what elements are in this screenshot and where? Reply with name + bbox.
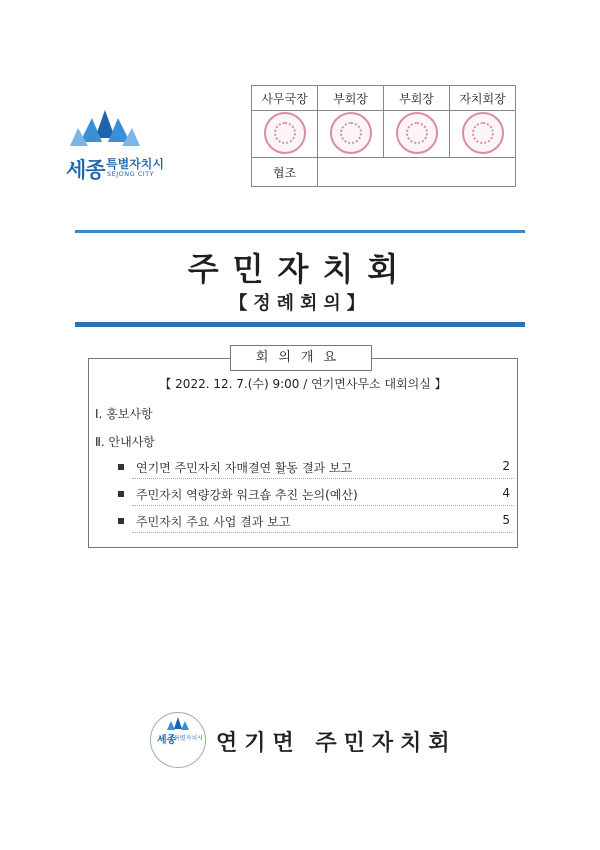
approval-header: 부회장: [384, 86, 450, 111]
list-item-page: 2: [502, 459, 510, 473]
list-item-text: 주민자치 주요 사업 결과 보고: [136, 515, 291, 529]
list-item-page: 4: [502, 486, 510, 500]
approval-header: 자치회장: [450, 86, 516, 111]
seal-secondary-text: 특별자치시: [174, 735, 203, 742]
approval-stamp-icon: [396, 112, 438, 154]
signature-cell: [252, 111, 318, 158]
section-heading: Ⅱ. 안내사항: [95, 435, 155, 449]
cooperation-cell: [318, 158, 516, 187]
approval-table: [251, 85, 516, 187]
approval-header: 부회장: [318, 86, 384, 111]
section-heading: Ⅰ. 홍보사항: [95, 407, 153, 421]
overview-box-title: 회의개요: [230, 345, 372, 371]
meeting-info: 【 2022. 12. 7.(수) 9:00 / 연기면사무소 대회의실 】: [159, 377, 447, 391]
dotted-leader: [132, 532, 514, 533]
square-bullet-icon: [118, 518, 124, 524]
signature-cell: [318, 111, 384, 158]
footer-org-name: 연기면 주민자치회: [216, 731, 457, 756]
dotted-leader: [132, 478, 514, 479]
seal-primary-text: 세종: [157, 735, 177, 746]
approval-stamp-icon: [330, 112, 372, 154]
logo-mark-icon: [70, 108, 140, 150]
logo-primary-text: 세종: [66, 158, 105, 182]
square-bullet-icon: [118, 464, 124, 470]
approval-header: 사무국장: [252, 86, 318, 111]
list-item: [118, 459, 514, 483]
logo-latin-text: SEJONG CITY: [107, 170, 155, 178]
signature-cell: [450, 111, 516, 158]
list-item: [118, 513, 514, 537]
page-title: 주민자치회: [187, 250, 413, 288]
signature-cell: [384, 111, 450, 158]
list-item-text: 주민자치 역량강화 워크숍 추진 논의(예산): [136, 488, 358, 502]
title-bottom-rule: [75, 322, 525, 327]
list-item-text: 연기면 주민자치 자매결연 활동 결과 보고: [136, 461, 353, 475]
title-top-rule: [75, 230, 525, 233]
sejong-logo: [62, 108, 182, 182]
cooperation-label: 협조: [252, 158, 318, 187]
square-bullet-icon: [118, 491, 124, 497]
approval-stamp-icon: [462, 112, 504, 154]
list-item-page: 5: [502, 513, 510, 527]
footer-seal: [150, 712, 206, 768]
logo-secondary-text: 특별자치시: [106, 157, 164, 171]
dotted-leader: [132, 505, 514, 506]
seal-mark-icon: [166, 717, 190, 731]
list-item: [118, 486, 514, 510]
approval-stamp-icon: [264, 112, 306, 154]
page-subtitle: 【정례회의】: [229, 293, 371, 314]
